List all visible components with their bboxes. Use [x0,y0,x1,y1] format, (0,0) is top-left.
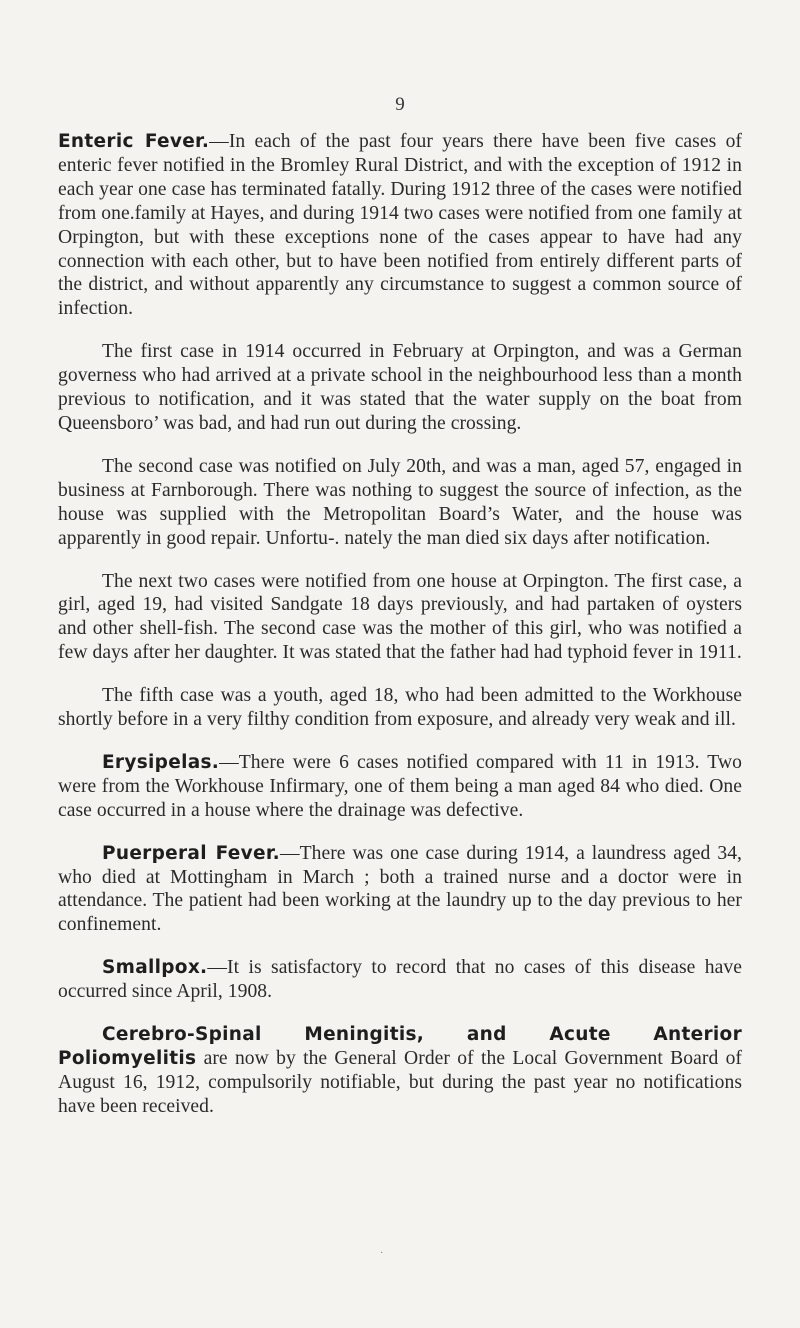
puerperal-fever-heading: Puerperal Fever. [102,842,280,864]
page-content [58,130,742,1138]
smallpox-heading: Smallpox. [102,957,208,979]
enteric-fever-paragraph [58,130,742,321]
footer-mark: · [380,1248,384,1259]
erysipelas-paragraph [58,751,742,823]
puerperal-fever-text: —There was one case during 1914, a laundress aged 34, who died at Mottingham in March ; both a trained nurse and a doctor were in attendance. The patient had been working at the laundry up to the day previous to her confinement. [58,842,742,936]
page-number: 9 [395,94,405,115]
cerebro-spinal-paragraph [58,1023,742,1119]
enteric-fever-text: —In each of the past four years there have been five cases of enteric fever notified in the Bromley Rural District, and with the exception of 1912 in each year one case has terminated fatally. During 1912 three of the cases were notified from one.family at Hayes, and during 1914 two cases were notified from one family at Orpington, but with these exceptions none of the cases appear to have had any connection with each other, but to have been notified from entirely different parts of the district, and without apparently any circumstance to suggest a common source of infection. [58,131,742,320]
smallpox-paragraph [58,956,742,1004]
puerperal-fever-paragraph [58,842,742,938]
cerebro-spinal-text: are now by the General Order of the Local Government Board of August 16, 1912, compulsorily notifiable, but during the past year no notifications have been received. [58,1048,742,1117]
enteric-second-case-paragraph: The second case was notified on July 20th, and was a man, aged 57, engaged in business at Farnborough. There was nothing to suggest the source of infection, as the house was supplied with the Metropolitan Board’s Water, and the house was apparently in good repair. Unfortu-. nately the man died six days after notification. [58,455,742,549]
enteric-fever-heading: Enteric Fever. [58,131,210,152]
cerebro-spinal-heading: Cerebro-Spinal Meningitis, and Acute Anterior Poliomyelitis [58,1024,742,1069]
smallpox-text: —It is satisfactory to record that no cases of this disease have occurred since April, 1908. [58,957,742,1003]
enteric-fifth-case-paragraph: The fifth case was a youth, aged 18, who had been admitted to the Workhouse shortly before in a very filthy condition from exposure, and already very weak and ill. [58,685,742,731]
enteric-next-cases-paragraph: The next two cases were notified from one house at Orpington. The first case, a girl, aged 19, had visited Sandgate 18 days previously, and had partaken of oysters and other shell-fish. The second case was the mother of this girl, who was notified a few days after her daughter. It was stated that the father had had typhoid fever in 1911. [58,570,742,664]
erysipelas-text: —There were 6 cases notified compared with 11 in 1913. Two were from the Workhouse Infirmary, one of them being a man aged 84 who died. One case occurred in a house where the drainage was defective. [58,751,742,821]
enteric-first-case-paragraph: The first case in 1914 occurred in February at Orpington, and was a German governess who had arrived at a private school in the neighbourhood less than a month previous to notification, and it was stated that the water supply on the boat from Queensboro’ was bad, and had run out during the crossing. [58,341,742,434]
erysipelas-heading: Erysipelas. [102,751,220,773]
